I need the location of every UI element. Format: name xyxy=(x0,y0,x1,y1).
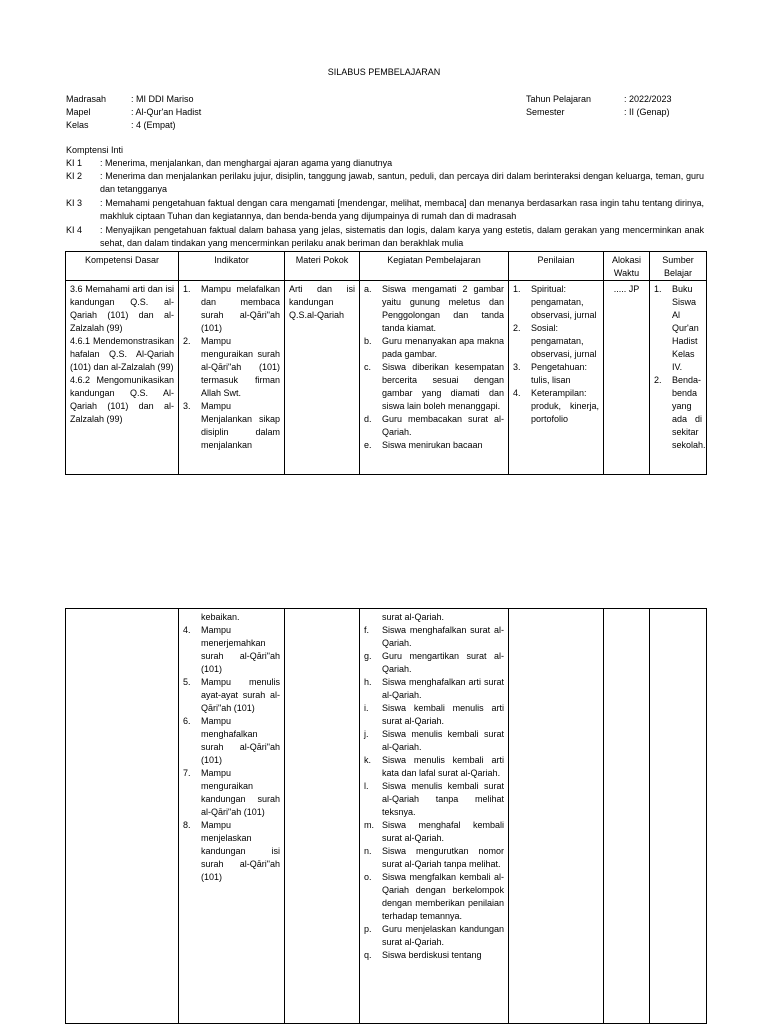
list-item-text: Guru menjelaskan kandungan surat al-Qariah. xyxy=(382,924,504,947)
list-item-text: Buku Siswa Al Qur'an Hadist Kelas IV. xyxy=(672,284,699,372)
semester-value: : II (Genap) xyxy=(624,107,670,117)
list-item xyxy=(183,767,280,819)
list-item-text: Siswa mengurutkan nomor surat al-Qariah tanpa melihat. xyxy=(382,846,504,869)
madrasah-label: Madrasah xyxy=(66,94,107,104)
table-row xyxy=(66,609,707,1024)
ki-code: KI 2 xyxy=(66,171,83,181)
ki-code: KI 4 xyxy=(66,225,83,235)
tahun-value: : 2022/2023 xyxy=(624,94,672,104)
list-marker: 7. xyxy=(183,768,191,778)
list-item-text: Guru menanyakan apa makna pada gambar. xyxy=(382,336,504,359)
list-item-text: Mampu menguraikan surah al-Qāri"ah (101) termasuk firman Allah Swt. xyxy=(201,336,280,398)
list-item-text: Guru membacakan surat al-Qariah. xyxy=(382,414,504,437)
mapel-value: : Al-Qur'an Hadist xyxy=(131,107,202,117)
list-item xyxy=(364,871,504,923)
list-marker: f. xyxy=(364,625,370,635)
list-item-text: Mampu melafalkan dan membaca surah al-Qāri"ah (101) xyxy=(201,284,280,333)
list-item xyxy=(183,283,280,335)
list-item xyxy=(364,413,504,439)
silabus-table-part-1 xyxy=(65,251,707,475)
header-indikator: Indikator xyxy=(179,252,285,281)
list-marker: 2. xyxy=(183,336,191,346)
ki-text: : Memahami pengetahuan faktual dengan cara mengamati [mendengar, melihat, membaca] dan menanya berdasarkan rasa ingin tahu tentang dirinya, makhluk ciptaan Tuhan dan kegiatannya, dan benda-benda yang dijumpainya di rumah dan di madrasah xyxy=(100,198,704,221)
list-item xyxy=(654,283,702,374)
kegiatan-list xyxy=(364,624,504,962)
semester-label: Semester xyxy=(526,107,565,117)
list-item-text: Siswa mengfalkan kembali al-Qariah dengan berkelompok dengan memberikan penilaian terhadap temannya. xyxy=(382,872,504,921)
list-item-text: Siswa menirukan bacaan xyxy=(382,440,483,450)
list-item-text: Mampu menulis ayat-ayat surah al-Qāri"ah (101) xyxy=(201,677,280,713)
ki-code: KI 3 xyxy=(66,198,83,208)
silabus-table-part-2 xyxy=(65,608,707,1024)
header-sumber-belajar: Sumber Belajar xyxy=(650,252,707,281)
list-item-text: Siswa menghafal kembali surat al-Qariah. xyxy=(382,820,504,843)
list-marker: b. xyxy=(364,336,372,346)
list-item xyxy=(183,715,280,767)
list-marker: 1. xyxy=(183,284,191,294)
kompetensi-dasar-cell: 3.6 Memahami arti dan isi kandungan Q.S. al-Qariah (101) dan al-Zalzalah (99) 4.6.1 Mendemonstrasikan hafalan Q.S. Al-Qariah (101) dan al-Zalzalah (99) 4.6.2 Mengomunikasikan kandungan Q.S. Al-Qariah (101) dan al-Zalzalah (99) xyxy=(70,284,174,424)
list-item-text: Guru mengartikan surat al-Qariah. xyxy=(382,651,504,674)
list-item xyxy=(364,949,504,962)
list-item xyxy=(364,819,504,845)
list-item xyxy=(364,702,504,728)
list-item xyxy=(364,361,504,413)
ki-text: : Menerima, menjalankan, dan menghargai ajaran agama yang dianutnya xyxy=(100,158,393,168)
list-marker: q. xyxy=(364,950,372,960)
list-item xyxy=(183,400,280,452)
list-item-text: Siswa diberikan kesempatan bercerita sesuai dengan gambar yang diamati dan siswa lain boleh menanggapi. xyxy=(382,362,504,411)
list-item xyxy=(364,439,504,452)
document-title: SILABUS PEMBELAJARAN xyxy=(327,67,441,77)
list-item xyxy=(513,322,599,361)
list-marker: 2. xyxy=(513,323,521,333)
mapel-label: Mapel xyxy=(66,107,91,117)
list-item xyxy=(364,335,504,361)
list-item-text: Siswa menghafalkan arti surat al-Qariah. xyxy=(382,677,504,700)
list-item xyxy=(364,845,504,871)
list-item xyxy=(364,676,504,702)
penilaian-list xyxy=(513,283,599,426)
list-item-text: Sosial: pengamatan, observasi, jurnal xyxy=(531,323,597,359)
ki-text: : Menerima dan menjalankan perilaku jujur, disiplin, tanggung jawab, santun, peduli, dan percaya diri dalam berinteraksi dengan keluarga, teman, guru dan tetangganya xyxy=(100,171,704,194)
list-item xyxy=(183,819,280,884)
list-marker: c. xyxy=(364,362,372,372)
kegiatan-continuation: surat al-Qariah. xyxy=(382,612,445,622)
list-item xyxy=(654,374,706,452)
list-marker: a. xyxy=(364,284,372,294)
list-item-text: Siswa menghafalkan surat al-Qariah. xyxy=(382,625,504,648)
list-item xyxy=(364,283,504,335)
meta-row-kelas xyxy=(66,119,706,132)
ki-text: : Menyajikan pengetahuan faktual dalam bahasa yang jelas, sistematis dan logis, dalam karya yang estetis, dalam gerakan yang mencerminkan anak sehat, dan dalam tindakan yang mencerminkan perilaku anak beriman dan berakhlak mulia xyxy=(100,225,704,248)
list-marker: 8. xyxy=(183,820,191,830)
list-marker: k. xyxy=(364,755,372,765)
list-marker: 6. xyxy=(183,716,191,726)
materi-pokok-cell: Arti dan isi kandungan Q.S.al-Qariah xyxy=(289,284,358,320)
list-item xyxy=(513,283,599,322)
list-item-text: Siswa menulis kembali surat al-Qariah tanpa melihat teksnya. xyxy=(382,781,504,817)
list-item-text: Mampu menghafalkan surah al-Qāri"ah (101) xyxy=(201,716,280,765)
list-marker: i. xyxy=(364,703,369,713)
header-kompetensi-dasar: Kompetensi Dasar xyxy=(66,252,179,281)
list-marker: 3. xyxy=(513,362,521,372)
list-marker: n. xyxy=(364,846,372,856)
list-item xyxy=(364,923,504,949)
table-header-row xyxy=(66,252,707,281)
kompetensi-inti-heading: Komptensi Inti xyxy=(66,145,124,155)
list-item-text: Benda-benda yang ada di sekitar sekolah. xyxy=(672,375,706,450)
list-marker: h. xyxy=(364,677,372,687)
meta-row-madrasah xyxy=(66,93,706,106)
list-item-text: Siswa berdiskusi tentang xyxy=(382,950,482,960)
list-item-text: Spiritual: pengamatan, observasi, jurnal xyxy=(531,284,597,320)
list-item xyxy=(183,676,280,715)
list-item-text: Mampu menguraikan kandungan surah al-Qāri"ah (101) xyxy=(201,768,280,817)
indikator-list xyxy=(183,624,280,884)
meta-row-mapel xyxy=(66,106,706,119)
list-item xyxy=(364,754,504,780)
list-item-text: Siswa mengamati 2 gambar yaitu gunung meletus dan Penggolongan dan tanda tanda kiamat. xyxy=(382,284,504,333)
list-marker: e. xyxy=(364,440,372,450)
madrasah-value: : MI DDI Mariso xyxy=(131,94,194,104)
list-item xyxy=(513,387,599,426)
kegiatan-list xyxy=(364,283,504,452)
alokasi-waktu-cell: ..... JP xyxy=(613,284,640,294)
list-item xyxy=(364,728,504,754)
list-marker: d. xyxy=(364,414,372,424)
header-penilaian: Penilaian xyxy=(509,252,604,281)
list-marker: m. xyxy=(364,820,374,830)
list-item-text: Siswa menulis kembali arti kata dan lafal surat al-Qariah. xyxy=(382,755,504,778)
list-item-text: Siswa kembali menulis arti surat al-Qariah. xyxy=(382,703,504,726)
list-item xyxy=(364,624,504,650)
list-item xyxy=(183,335,280,400)
kelas-label: Kelas xyxy=(66,120,89,130)
kelas-value: : 4 (Empat) xyxy=(131,120,176,130)
tahun-label: Tahun Pelajaran xyxy=(526,94,592,104)
table-row xyxy=(66,281,707,475)
list-marker: 4. xyxy=(183,625,191,635)
list-item xyxy=(183,624,280,676)
sumber-belajar-list xyxy=(654,283,706,452)
list-marker: 2. xyxy=(654,375,662,385)
header-kegiatan: Kegiatan Pembelajaran xyxy=(360,252,509,281)
list-marker: 5. xyxy=(183,677,191,687)
list-marker: o. xyxy=(364,872,372,882)
list-item-text: Siswa menulis kembali surat al-Qariah. xyxy=(382,729,504,752)
list-marker: g. xyxy=(364,651,372,661)
list-item xyxy=(364,780,504,819)
ki-code: KI 1 xyxy=(66,158,83,168)
list-marker: 1. xyxy=(654,284,662,294)
list-marker: 3. xyxy=(183,401,191,411)
list-item-text: Mampu Menjalankan sikap disiplin dalam menjalankan xyxy=(201,401,280,450)
list-item xyxy=(364,650,504,676)
indikator-list xyxy=(183,283,280,452)
indikator-continuation: kebaikan. xyxy=(201,612,240,622)
header-materi-pokok: Materi Pokok xyxy=(285,252,360,281)
list-item-text: Mampu menerjemahkan surah al-Qāri"ah (101) xyxy=(201,625,280,674)
list-marker: 4. xyxy=(513,388,521,398)
list-marker: p. xyxy=(364,924,372,934)
list-item-text: Mampu menjelaskan kandungan isi surah al-Qāri"ah (101) xyxy=(201,820,280,882)
list-marker: 1. xyxy=(513,284,521,294)
list-marker: l. xyxy=(364,781,369,791)
list-item-text: Keterampilan: produk, kinerja, portofolio xyxy=(531,388,599,424)
list-marker: j. xyxy=(364,729,369,739)
list-item-text: Pengetahuan: tulis, lisan xyxy=(531,362,588,385)
list-item xyxy=(513,361,599,387)
header-alokasi-waktu: Alokasi Waktu xyxy=(604,252,650,281)
